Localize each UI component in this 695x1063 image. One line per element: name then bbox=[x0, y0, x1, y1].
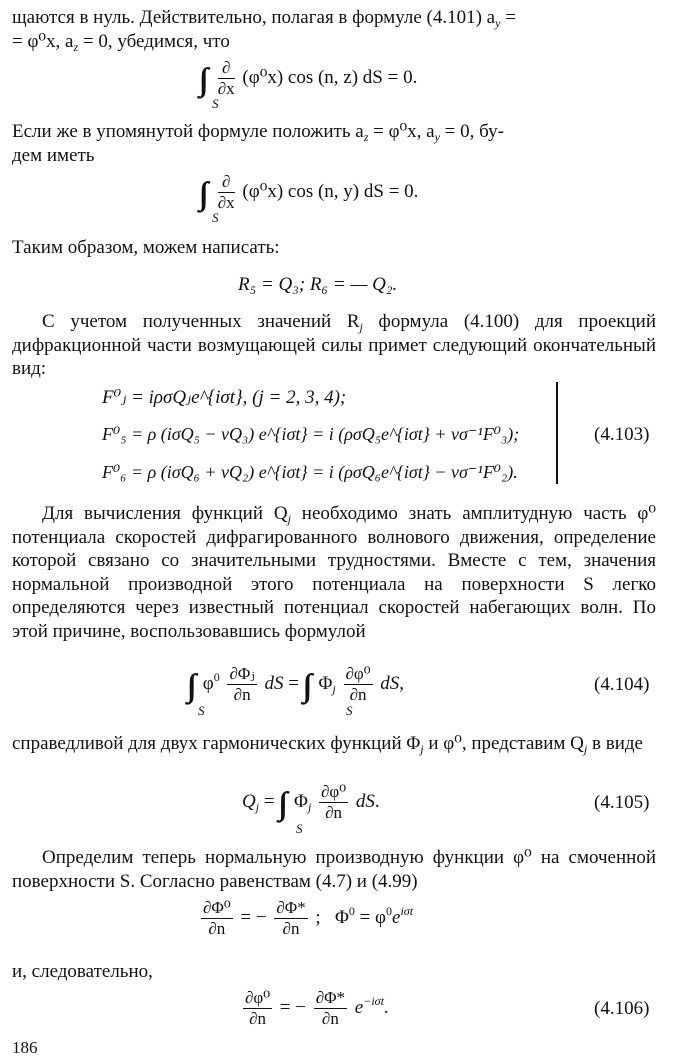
paragraph-6: справедливой для двух гармонических функций $\Phi_j$ и φ⁰, представим $Q_j$ в виде bbox=[12, 733, 643, 756]
equation-number-104: (4.104) bbox=[594, 674, 650, 695]
equation-105: $Q_j = \Phi_j$ $\frac{\text{∂φ⁰}}{\partial n}$ dS. bbox=[242, 782, 380, 822]
equation-number-105: (4.105) bbox=[594, 792, 650, 813]
paragraph-7: Определим теперь нормальную производную функции φ⁰ на смоченной поверхности S. Согласно равенствам (4.7) и (4.99) bbox=[12, 847, 656, 892]
surface-label: S bbox=[212, 96, 219, 111]
paragraph-8: и, следовательно, bbox=[12, 961, 153, 982]
surface-label: S bbox=[212, 210, 219, 225]
paragraph-2: Если же в упомянутой формуле положить $a_z = \varphi^0x$, $a_y = 0$, бу- дем иметь bbox=[12, 121, 504, 166]
equation-b: $\frac{\partial}{\partial x}$ (φ⁰x) cos (n, y) dS = 0. bbox=[217, 172, 419, 212]
surface-label: S bbox=[198, 703, 205, 718]
surface-label: S bbox=[346, 703, 353, 718]
paragraph-1: щаются в нуль. Действительно, полагая в формуле (4.101) $a_y$ = = φ⁰x, $a_z = 0$, убедимся, что bbox=[12, 7, 516, 54]
equation-103-line-1: F⁰ⱼ = iρσQⱼe^{iσt}, (j = 2, 3, 4); bbox=[102, 387, 347, 408]
paragraph-5: Для вычисления функций $Q_j$ необходимо знать амплитудную часть φ⁰ потенциала скоростей дифрагированного волнового движения, определение которой связано со значительными трудностями. Вместе с тем, значения нормальной производной этого потенциала на поверхности S легко определяются через известный потенциал скоростей набегающих волн. По этой причине, воспользовавшись формулой bbox=[12, 503, 657, 642]
equation-a: $\frac{\partial}{\partial x}$ (φ⁰x) cos (n, z) dS = 0. bbox=[217, 58, 418, 98]
equation-103-line-2: F⁰₅ = ρ (iσQ₅ − vQ₃) e^{iσt} = i (ρσQ₅e^{iσt} + vσ⁻¹F⁰₃); bbox=[102, 424, 520, 444]
paragraph-4: С учетом полученных значений $R_j$ формула (4.100) для проекций дифракционной части возмущающей силы примет следующий окончательный вид: bbox=[12, 311, 656, 379]
right-brace bbox=[548, 382, 558, 484]
equation-c: R₅ = Q₃; R₆ = — Q₂. bbox=[238, 274, 398, 295]
equation-relation: $\frac{\text{∂Φ⁰}}{\partial n}$ = − $\frac{\partial\Phi*}{\partial n}$ ; $\Phi^0 = \varphi^0e^{i\sigma t}$ bbox=[203, 898, 414, 938]
surface-label: S bbox=[296, 821, 303, 836]
equation-104: $\varphi^0$ $\frac{\text{∂Φⱼ}}{\partial n}$ dS = $\Phi_j$ $\frac{\text{∂φ⁰}}{\partial n}$ dS, bbox=[198, 664, 405, 704]
equation-number-103: (4.103) bbox=[594, 424, 650, 445]
equation-103-line-3: F⁰₆ = ρ (iσQ₆ + vQ₂) e^{iσt} = i (ρσQ₆e^{iσt} − vσ⁻¹F⁰₂). bbox=[102, 462, 518, 482]
equation-106: $\frac{\text{∂φ⁰}}{\partial n}$ = − $\frac{\partial\Phi*}{\partial n}$ $e^{-i\sigma t}$. bbox=[245, 988, 389, 1028]
equation-number-106: (4.106) bbox=[594, 998, 650, 1019]
page-number: 186 bbox=[12, 1038, 38, 1057]
paragraph-3: Таким образом, можем написать: bbox=[12, 237, 280, 258]
